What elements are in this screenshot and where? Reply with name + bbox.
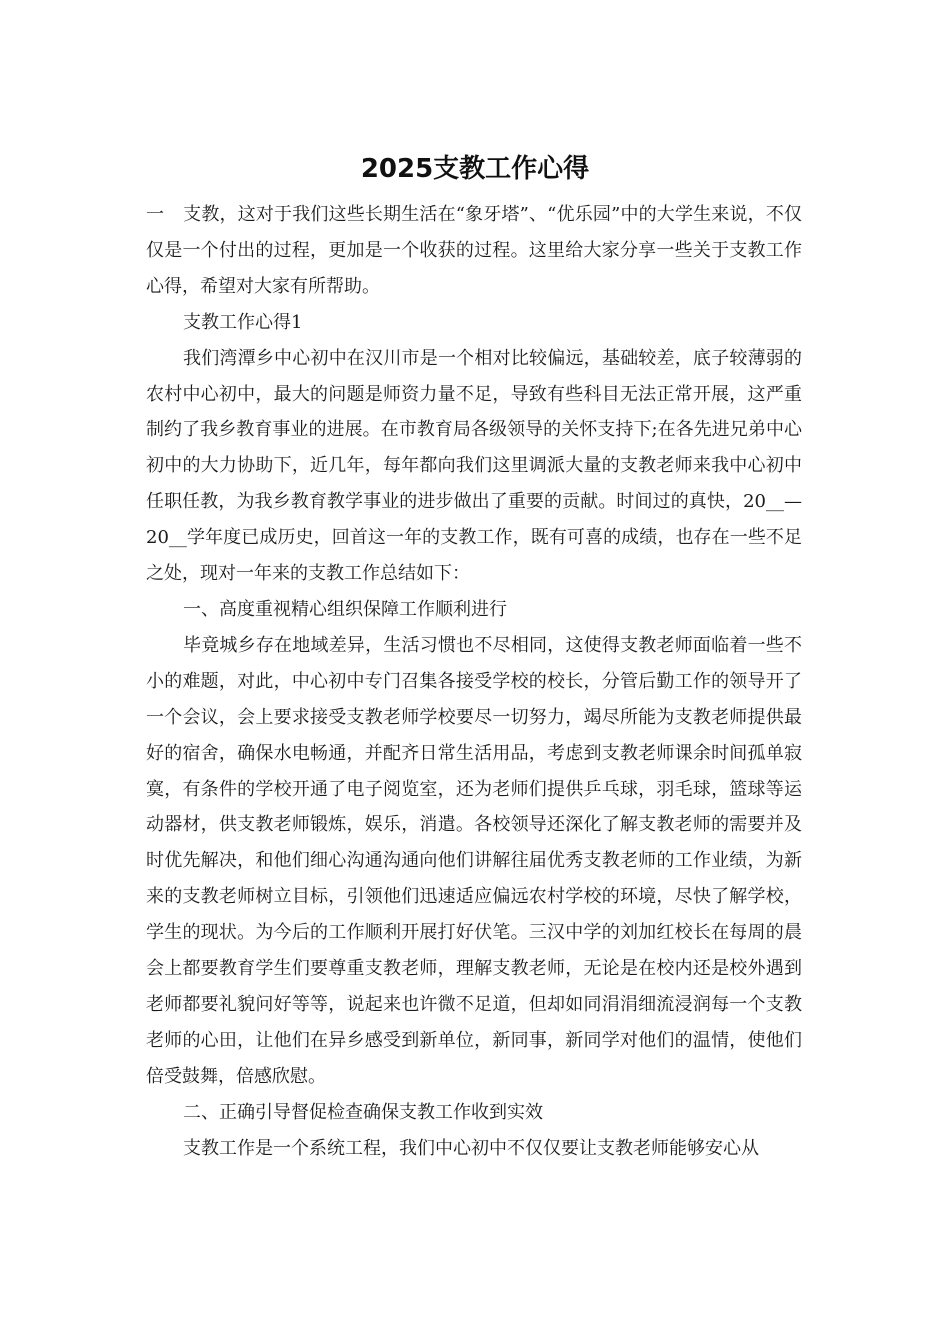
body-paragraph: 支教工作是一个系统工程，我们中心初中不仅仅要让支教老师能够安心从 — [183, 1137, 759, 1159]
section-heading-1: 支教工作心得1 — [183, 311, 303, 333]
intro-paragraph — [146, 197, 802, 305]
section-heading-3: 二、正确引导督促检查确保支教工作收到实效 — [183, 1101, 543, 1123]
document-body — [146, 197, 802, 1166]
body-paragraph: 我们湾潭乡中心初中在汉川市是一个相对比较偏远，基础较差，底子较薄弱的农村中心初中，最大的问题是师资力量不足，导致有些科目无法正常开展，这严重制约了我乡教育事业的进展。在市教育局各级领导的关怀支持下;在各先进兄弟中心初中的大力协助下，近几年，每年都向我们这里调派大量的支教老师来我中心初中任职任教，为我乡教育教学事业的进步做出了重要的贡献。时间过的真快，20__—20__学年度已成历史，回首这一年的支教工作，既有可喜的成绩，也存在一些不足之处，现对一年来的支教工作总结如下： — [146, 347, 802, 585]
document-title: 2025支教工作心得 — [360, 154, 590, 184]
section-heading-2: 一、高度重视精心组织保障工作顺利进行 — [183, 598, 507, 620]
intro-marker: 一 — [146, 204, 164, 225]
body-paragraph: 毕竟城乡存在地域差异，生活习惯也不尽相同，这使得支教老师面临着一些不小的难题，对此，中心初中专门召集各接受学校的校长，分管后勤工作的领导开了一个会议，会上要求接受支教老师学校要尽一切努力，竭尽所能为支教老师提供最好的宿舍，确保水电畅通，并配齐日常生活用品，考虑到支教老师课余时间孤单寂寞，有条件的学校开通了电子阅览室，还为老师们提供乒乓球，羽毛球，篮球等运动器材，供支教老师锻炼，娱乐，消遣。各校领导还深化了解支教老师的需要并及时优先解决，和他们细心沟通沟通向他们讲解往届优秀支教老师的工作业绩，为新来的支教老师树立目标，引领他们迅速适应偏远农村学校的环境，尽快了解学校，学生的现状。为今后的工作顺利开展打好伏笔。三汉中学的刘加红校长在每周的晨会上都要教育学生们要尊重支教老师，理解支教老师，无论是在校内还是校外遇到老师都要礼貌问好等等，说起来也许微不足道，但却如同涓涓细流浸润每一个支教老师的心田，让他们在异乡感受到新单位，新同事，新同学对他们的温情，使他们倍受鼓舞，倍感欣慰。 — [146, 634, 802, 1087]
intro-text: 支教，这对于我们这些长期生活在“象牙塔”、“优乐园”中的大学生来说，不仅仅是一个付出的过程，更加是一个收获的过程。这里给大家分享一些关于支教工作心得，希望对大家有所帮助。 — [146, 204, 802, 297]
